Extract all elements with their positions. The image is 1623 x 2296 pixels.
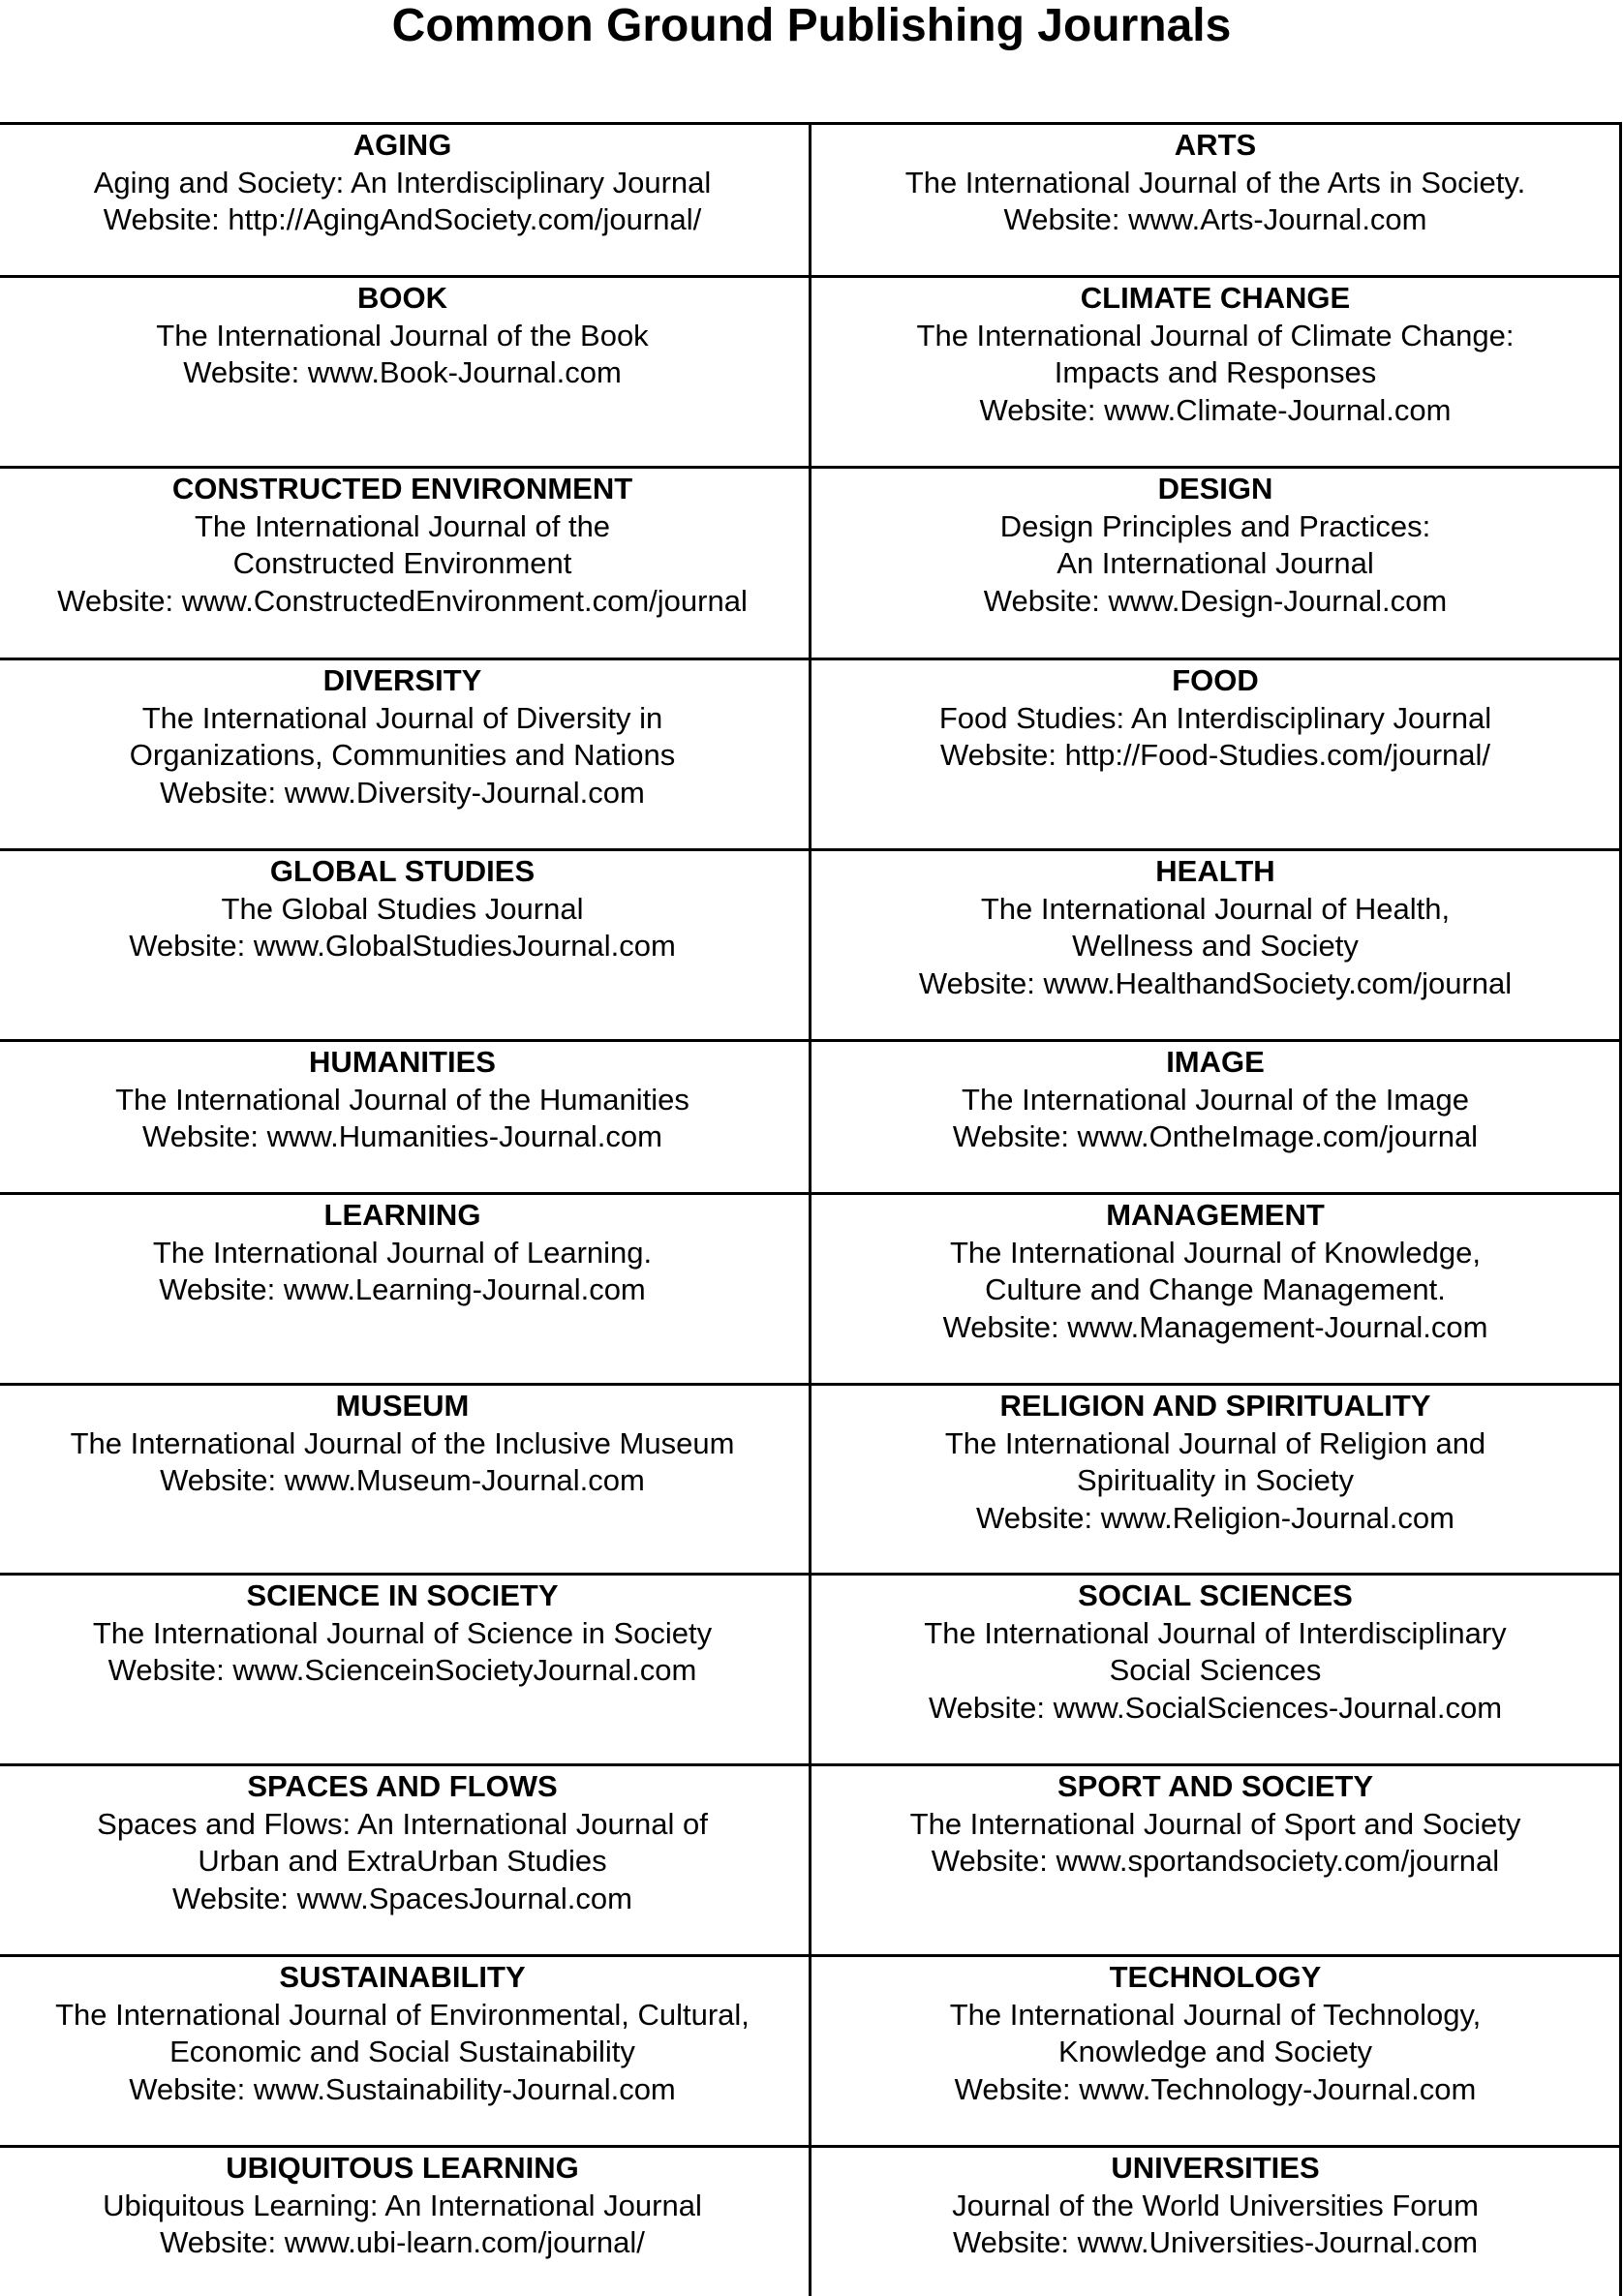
journal-category-heading: SOCIAL SCIENCES: [1078, 1578, 1353, 1612]
journal-title-line: Journal of the World Universities Forum: [952, 2188, 1479, 2222]
journal-website-link[interactable]: Website: www.Museum-Journal.com: [160, 1463, 645, 1497]
journal-category-heading: BOOK: [357, 281, 447, 315]
journal-title-line: The International Journal of Sport and Society: [909, 1806, 1521, 1841]
table-row: [0, 1576, 1622, 1766]
journal-website-link[interactable]: Website: www.SpacesJournal.com: [172, 1881, 632, 1915]
journal-cell: [0, 1576, 812, 1763]
journal-title-line: An International Journal: [1056, 546, 1374, 580]
journal-category-heading: CONSTRUCTED ENVIRONMENT: [171, 472, 633, 505]
journal-website-link[interactable]: Website: www.Religion-Journal.com: [976, 1500, 1455, 1535]
journal-website-link[interactable]: Website: http://AgingAndSociety.com/journal/: [103, 202, 702, 236]
journal-cell: [812, 278, 1622, 466]
journal-title-line: The International Journal of Diversity in: [141, 700, 663, 735]
journal-title-line: The International Journal of Technology,: [949, 1997, 1482, 2032]
journal-title-line: Spaces and Flows: An International Journal of: [97, 1806, 708, 1841]
table-row: [0, 851, 1622, 1042]
table-row: [0, 660, 1622, 851]
journal-category-heading: FOOD: [1172, 663, 1259, 697]
journal-title-line: The International Journal of Environmental, Cultural,: [55, 1997, 750, 2032]
journal-website-link[interactable]: Website: www.Sustainability-Journal.com: [129, 2071, 676, 2106]
table-row: [0, 1386, 1622, 1576]
journal-title-line: The International Journal of the Humanities: [115, 1082, 689, 1117]
journal-title-line: The International Journal of Learning.: [152, 1235, 653, 1270]
journal-title-line: Urban and ExtraUrban Studies: [198, 1844, 607, 1878]
journal-title-line: The International Journal of the Arts in Society.: [904, 165, 1526, 199]
journal-cell: [0, 1386, 812, 1573]
journal-title-line: The International Journal of Religion and: [944, 1425, 1486, 1460]
journal-category-heading: TECHNOLOGY: [1109, 1960, 1322, 1994]
table-row: [0, 1042, 1622, 1195]
journal-title-line: Wellness and Society: [1072, 929, 1359, 963]
journal-website-link[interactable]: Website: www.ConstructedEnvironment.com/journal: [57, 583, 748, 618]
journal-category-heading: DESIGN: [1157, 472, 1273, 505]
journal-cell: [812, 1957, 1622, 2145]
journal-cell: [0, 278, 812, 466]
journal-title-line: The International Journal of Climate Change:: [916, 318, 1515, 352]
table-row: [0, 2148, 1622, 2296]
journal-website-link[interactable]: Website: www.Arts-Journal.com: [1003, 202, 1427, 236]
journal-website-link[interactable]: Website: www.sportandsociety.com/journal: [931, 1844, 1500, 1878]
journal-website-link[interactable]: Website: www.GlobalStudiesJournal.com: [129, 929, 676, 963]
journal-website-link[interactable]: Website: www.ScienceinSocietyJournal.com: [107, 1653, 697, 1687]
journal-title-line: The International Journal of the: [194, 508, 611, 543]
journal-category-heading: CLIMATE CHANGE: [1080, 281, 1351, 315]
journal-title-line: Design Principles and Practices:: [999, 508, 1431, 543]
table-row: [0, 125, 1622, 278]
journal-title-line: The International Journal of Knowledge,: [949, 1235, 1482, 1270]
journal-cell: [812, 1386, 1622, 1573]
journal-title-line: The International Journal of Science in Society: [92, 1615, 713, 1650]
journal-cell: [0, 1042, 812, 1192]
journal-category-heading: AGING: [352, 128, 452, 162]
journal-cell: [812, 1766, 1622, 1954]
journal-cell: [0, 851, 812, 1039]
journal-title-line: Impacts and Responses: [1054, 355, 1377, 389]
journal-category-heading: MANAGEMENT: [1106, 1198, 1325, 1232]
journal-category-heading: SUSTAINABILITY: [279, 1960, 526, 1994]
journal-category-heading: SPACES AND FLOWS: [247, 1769, 558, 1803]
journal-cell: [0, 1766, 812, 1954]
journal-website-link[interactable]: Website: www.Design-Journal.com: [983, 583, 1448, 618]
page-title: Common Ground Publishing Journals: [391, 0, 1232, 51]
journal-cell: [812, 660, 1622, 848]
journal-website-link[interactable]: Website: www.Book-Journal.com: [183, 355, 622, 389]
journal-cell: [0, 125, 812, 275]
journal-website-link[interactable]: Website: www.ubi-learn.com/journal/: [160, 2225, 645, 2259]
journal-category-heading: GLOBAL STUDIES: [269, 854, 536, 888]
journal-title-line: The Global Studies Journal: [221, 891, 584, 926]
journal-website-link[interactable]: Website: www.Management-Journal.com: [942, 1309, 1488, 1344]
journal-website-link[interactable]: Website: www.Diversity-Journal.com: [160, 775, 645, 810]
journal-website-link[interactable]: Website: www.Humanities-Journal.com: [142, 1119, 662, 1153]
journal-title-line: Culture and Change Management.: [985, 1272, 1446, 1306]
journal-category-heading: DIVERSITY: [322, 663, 482, 697]
journal-title-line: Constructed Environment: [232, 546, 572, 580]
journal-cell: [0, 1957, 812, 2145]
journal-cell: [0, 1195, 812, 1383]
journal-category-heading: SPORT AND SOCIETY: [1056, 1769, 1374, 1803]
journal-category-heading: IMAGE: [1166, 1045, 1265, 1079]
journal-category-heading: MUSEUM: [335, 1389, 470, 1423]
journal-category-heading: LEARNING: [323, 1198, 481, 1232]
journal-category-heading: HUMANITIES: [309, 1045, 496, 1079]
table-row: [0, 1957, 1622, 2148]
journal-cell: [812, 125, 1622, 275]
journal-title-line: The International Journal of Health,: [980, 891, 1451, 926]
journal-website-link[interactable]: Website: www.OntheImage.com/journal: [952, 1119, 1479, 1153]
journal-category-heading: HEALTH: [1155, 854, 1275, 888]
journal-category-heading: SCIENCE IN SOCIETY: [246, 1578, 559, 1612]
journal-title-line: Organizations, Communities and Nations: [129, 738, 676, 772]
journal-title-line: Economic and Social Sustainability: [169, 2035, 635, 2068]
journal-cell: [0, 660, 812, 848]
journal-website-link[interactable]: Website: http://Food-Studies.com/journal/: [939, 738, 1491, 772]
journal-title-line: The International Journal of Interdisciplinary: [924, 1615, 1507, 1650]
journal-cell: [812, 469, 1622, 658]
journal-website-link[interactable]: Website: www.Climate-Journal.com: [979, 392, 1452, 427]
table-row: [0, 1766, 1622, 1957]
journal-category-heading: UBIQUITOUS LEARNING: [226, 2151, 579, 2185]
journal-category-heading: UNIVERSITIES: [1111, 2151, 1320, 2185]
table-row: [0, 278, 1622, 469]
journal-website-link[interactable]: Website: www.Universities-Journal.com: [952, 2225, 1479, 2259]
journal-title-line: Aging and Society: An Interdisciplinary Journal: [93, 165, 712, 199]
table-row: [0, 469, 1622, 660]
journal-category-heading: ARTS: [1174, 128, 1257, 162]
journals-table: [0, 122, 1622, 2296]
journal-cell: [812, 1195, 1622, 1383]
journal-cell: [812, 851, 1622, 1039]
journal-cell: [812, 1042, 1622, 1192]
journal-cell: [812, 2148, 1622, 2296]
journal-cell: [812, 1576, 1622, 1763]
journal-website-link[interactable]: Website: www.Learning-Journal.com: [159, 1272, 646, 1306]
journal-title-line: Social Sciences: [1109, 1653, 1322, 1687]
journal-cell: [0, 469, 812, 658]
journal-cell: [0, 2148, 812, 2296]
table-row: [0, 1195, 1622, 1386]
journal-title-line: Ubiquitous Learning: An International Journal: [103, 2188, 702, 2222]
journal-website-link[interactable]: Website: www.SocialSciences-Journal.com: [928, 1690, 1503, 1725]
journal-title-line: Knowledge and Society: [1057, 2035, 1372, 2068]
journal-website-link[interactable]: Website: www.HealthandSociety.com/journal: [918, 965, 1513, 1000]
journal-title-line: The International Journal of the Image: [962, 1082, 1469, 1117]
journal-website-link[interactable]: Website: www.Technology-Journal.com: [954, 2071, 1477, 2106]
journal-title-line: The International Journal of the Inclusive Museum: [70, 1425, 735, 1460]
journal-title-line: Spirituality in Society: [1076, 1463, 1354, 1497]
journal-title-line: Food Studies: An Interdisciplinary Journal: [938, 700, 1492, 735]
journal-title-line: The International Journal of the Book: [156, 318, 649, 352]
journal-category-heading: RELIGION AND SPIRITUALITY: [999, 1389, 1431, 1423]
